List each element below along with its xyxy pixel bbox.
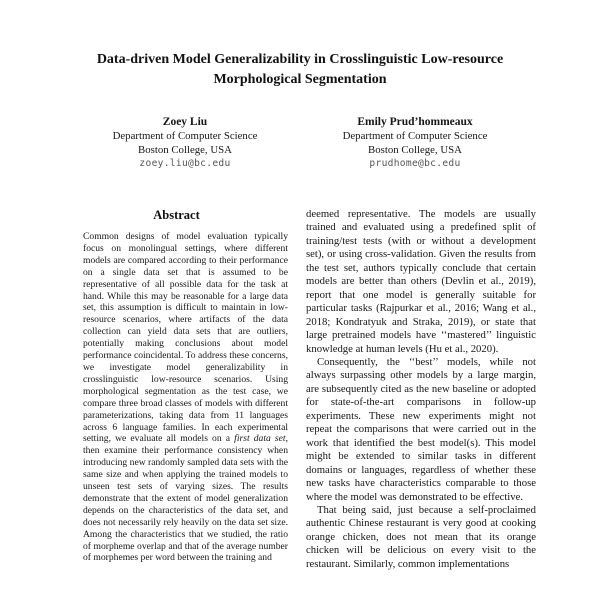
author-name: Emily Prud’hommeaux bbox=[357, 116, 473, 128]
author-institution: Boston College, USA bbox=[368, 143, 462, 156]
abstract-text-after-italic: , then examine their performance consistency when introducing new randomly sampled data sets with the same size and when applying the trained models to unseen test sets of varying sizes. The results demonstrate that the extent of model generalization depends on the characteristics of the data set, and does not necessarily rely heavily on the data set size. Among the characteristics that we studied, the ratio of morpheme overlap and that of the average number of morphemes per word between the training and bbox=[83, 433, 288, 564]
body-column bbox=[306, 208, 536, 571]
abstract-text bbox=[83, 231, 288, 564]
abstract-section bbox=[62, 208, 291, 571]
author-department: Department of Computer Science bbox=[112, 130, 258, 142]
body-paragraph-3: That being said, just because a self-proclaimed authentic Chinese restaurant is very good at cooking orange chicken, does not mean that its orange chicken will be delicious on every visit to the restaurant. Similarly, common implementations bbox=[306, 503, 536, 570]
author-block-1 bbox=[77, 115, 293, 171]
body-paragraph-2: Consequently, the ‘‘best’’ models, while not always surpassing other models by a large margin, are subsequently cited as the new baseline or adopted for state-of-the-art comparisons in follow-up experiments. These new experiments might not repeat the comparisons that were carried out in the work that identified the best model(s). This model might be extended to similar tasks in different domains or languages, regardless of whether these new tasks have characteristics comparable to those where the model was demonstrated to be effective. bbox=[306, 355, 536, 503]
abstract-heading: Abstract bbox=[153, 208, 200, 222]
body-paragraph-1: deemed representative. The models are usually trained and evaluated using a predefined split of training/test tests (with or without a development set), or using cross-validation. Given the results from the test set, authors typically conclude that certain models are better than others (Devlin et al., 2019), report that one model is generally suitable for particular tasks (Rajpurkar et al., 2016; Wang et al., 2018; Kondratyuk and Straka, 2019), or state that large pretrained models have ‘‘mastered’’ linguistic knowledge at human levels (Hu et al., 2020). bbox=[306, 208, 536, 355]
paper-title: Data-driven Model Generalizability in Crosslinguistic Low-resource Morphological Segmentation bbox=[96, 52, 504, 87]
author-institution: Boston College, USA bbox=[138, 143, 232, 156]
author-email: prudhome@bc.edu bbox=[369, 158, 461, 169]
abstract-italic-phrase: first data set bbox=[234, 433, 286, 445]
two-column-body bbox=[62, 208, 537, 571]
authors-row bbox=[0, 115, 600, 171]
author-department: Department of Computer Science bbox=[342, 130, 488, 142]
author-email: zoey.liu@bc.edu bbox=[139, 158, 231, 169]
abstract-text-before-italic: Common designs of model evaluation typically focus on monolingual settings, where different models are compared according to their performance on a single data set that is assumed to be representative of all possible data for the task at hand. While this may be reasonable for a large data set, this assumption is difficult to maintain in low-resource scenarios, where artifacts of the data collection can yield data sets that are outliers, potentially making conclusions about model performance coincidental. To address these concerns, we investigate model generalizability in crosslinguistic low-resource scenarios. Using morphological segmentation as the test case, we compare three broad classes of models with different parameterizations, taking data from 11 languages across 6 language families. In each experimental setting, we evaluate all models on a bbox=[83, 231, 288, 445]
author-name: Zoey Liu bbox=[162, 116, 208, 128]
author-block-2 bbox=[307, 115, 523, 171]
